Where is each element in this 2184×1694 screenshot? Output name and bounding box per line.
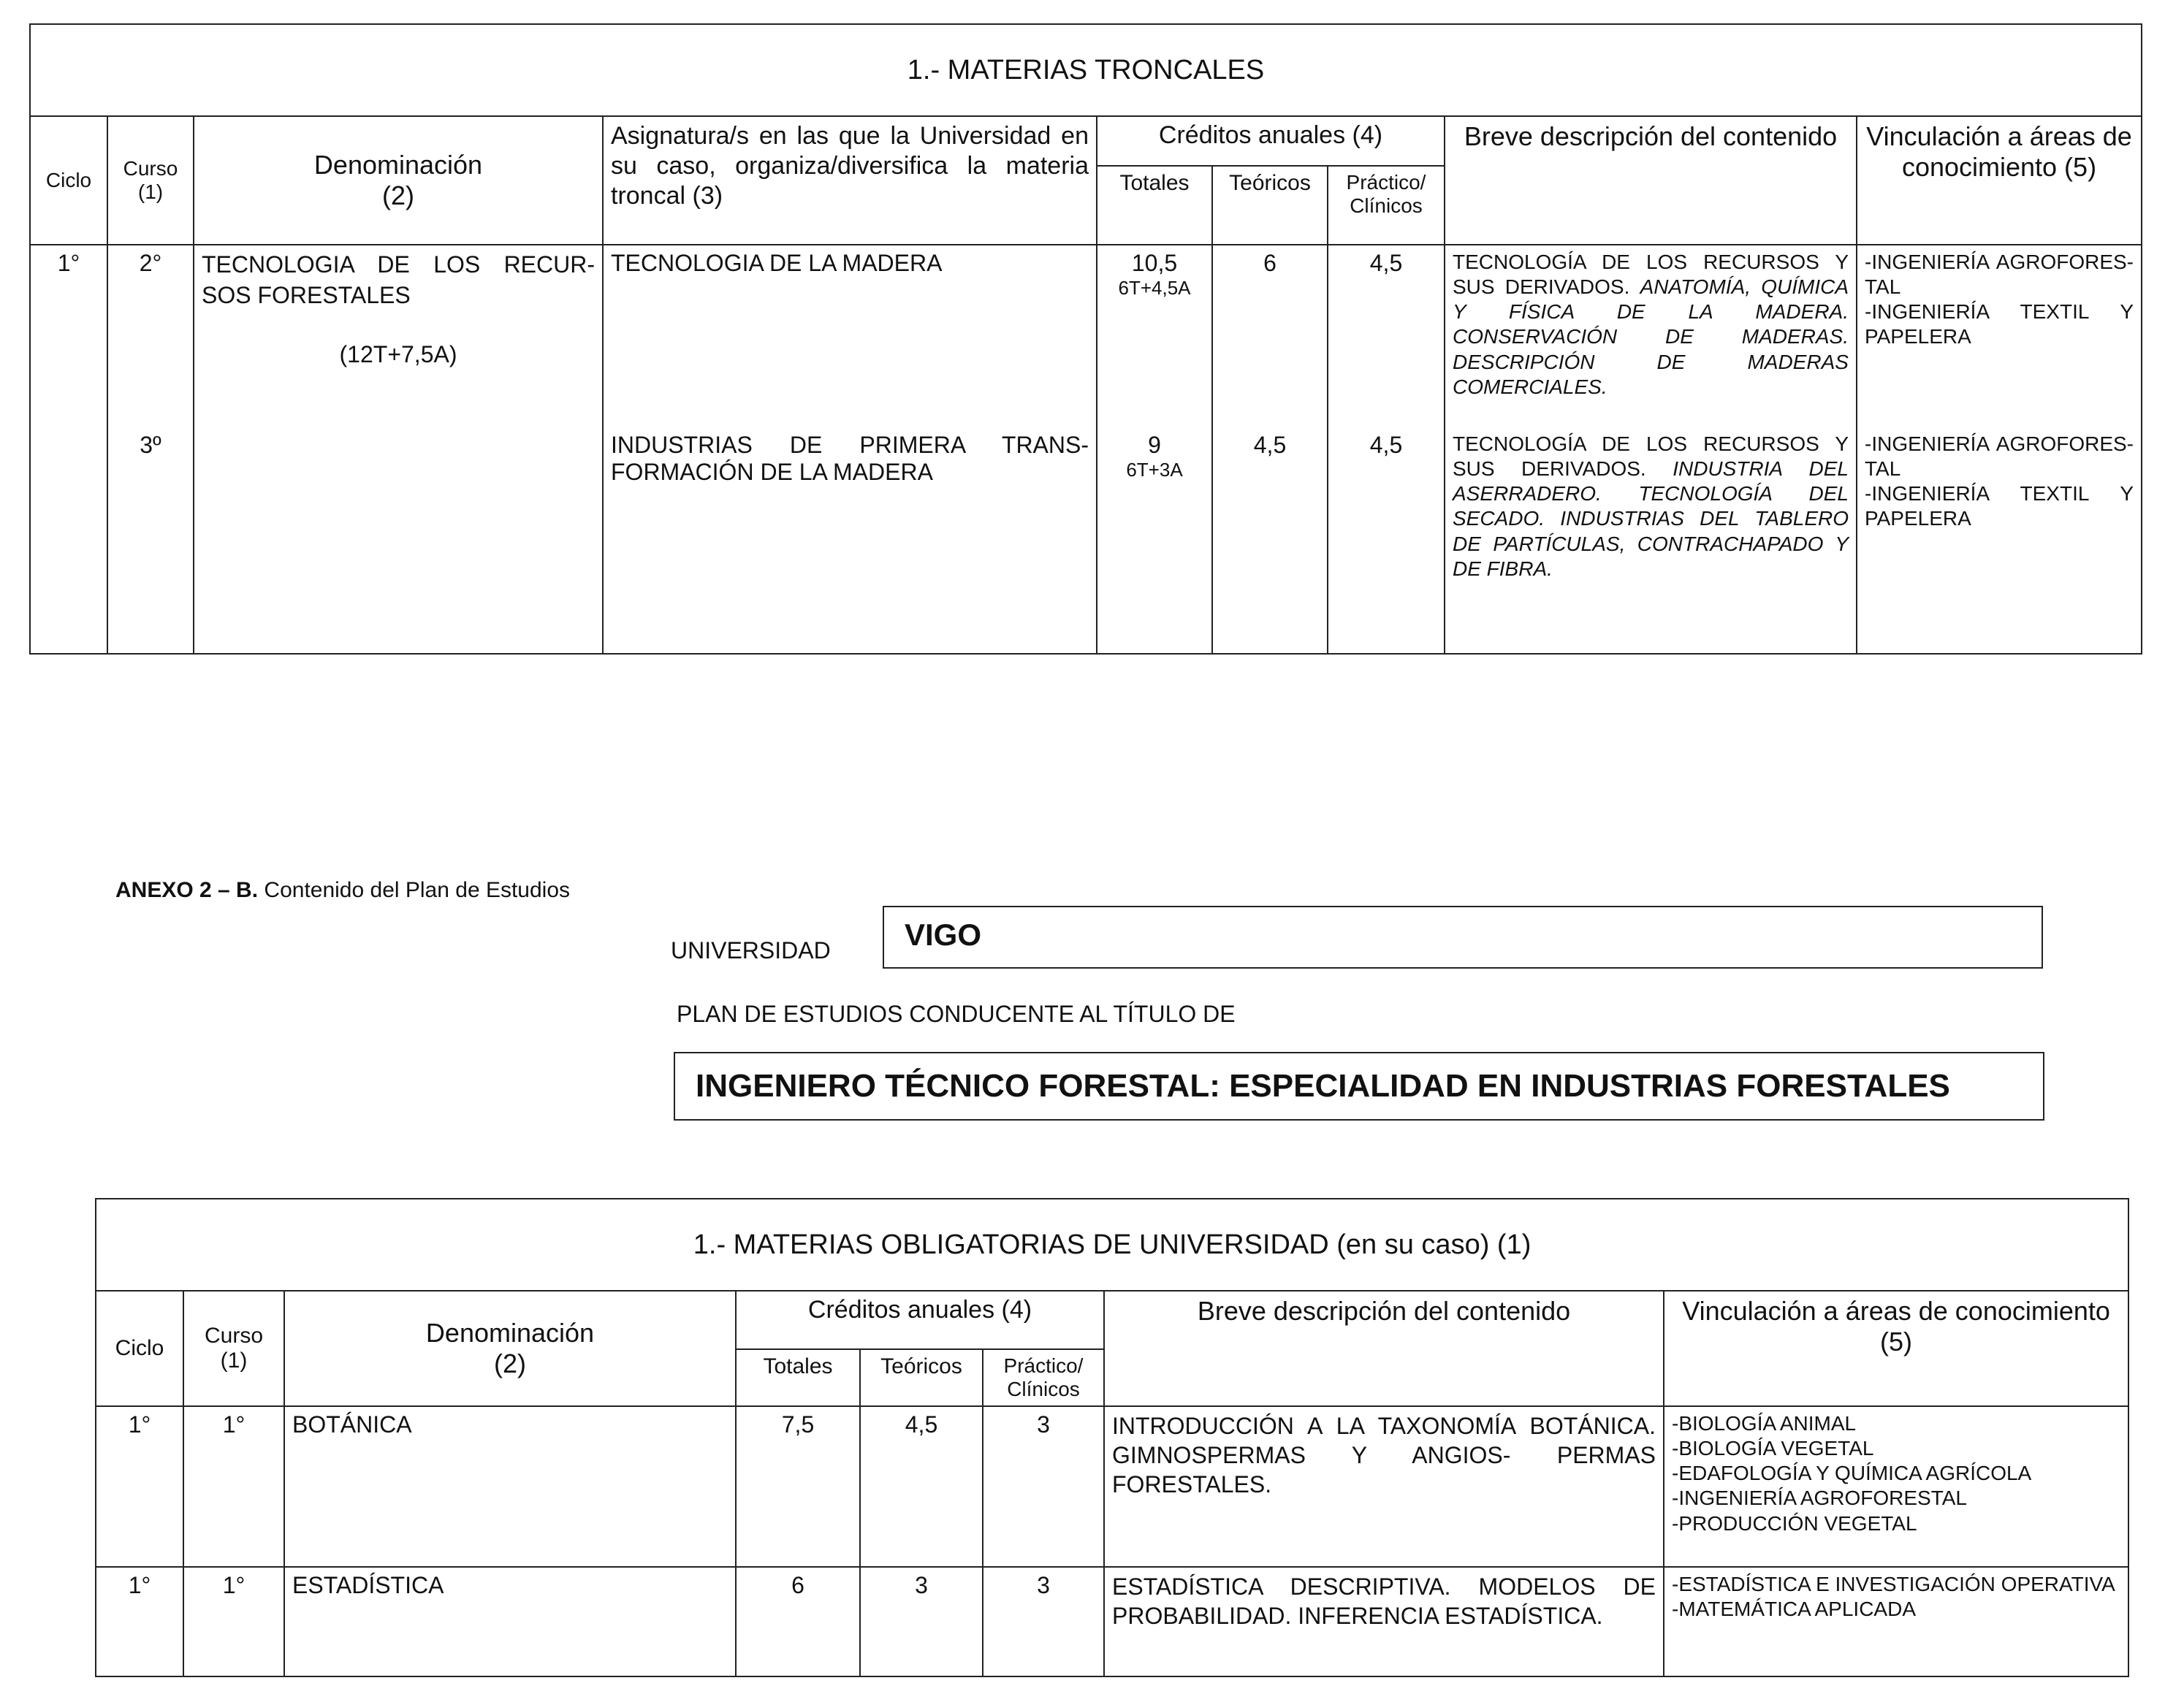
area-item: -INGENIERÍA AGROFORESTAL bbox=[1672, 1487, 1968, 1510]
totales-sub: 6T+4,5A bbox=[1118, 277, 1191, 299]
cell-ciclo: 1° bbox=[96, 1406, 183, 1567]
desc-plain: TECNOLOGÍA DE LOS RECURSOS Y SUS DERIVADOS. bbox=[1453, 432, 1849, 481]
denominacion-sub: (12T+7,5A) bbox=[339, 341, 457, 368]
header-totales: Totales bbox=[736, 1349, 860, 1406]
header-creditos: Créditos anuales (4) bbox=[1097, 116, 1445, 166]
cell-vinculacion bbox=[1857, 245, 2142, 427]
header-descripcion: Breve descripción del contenido bbox=[1445, 116, 1857, 245]
header-denominacion-label: Denominación bbox=[425, 1318, 595, 1348]
cell-practicos: 3 bbox=[983, 1567, 1104, 1676]
cell-totales: 6 bbox=[736, 1567, 860, 1676]
anexo-label: ANEXO 2 – B. bbox=[115, 878, 259, 902]
anexo-heading bbox=[115, 878, 570, 903]
cell-curso: 1° bbox=[183, 1567, 284, 1676]
totales-value: 10,5 bbox=[1131, 250, 1178, 276]
header-ciclo: Ciclo bbox=[30, 116, 107, 245]
header-denominacion-label: Denominación bbox=[313, 150, 483, 180]
header-denominacion-note: (2) bbox=[494, 1348, 526, 1378]
desc-italic: ANATOMÍA, QUÍMICA Y FÍSICA DE LA MADERA. CONSERVACIÓN DE MADERAS. DESCRIPCIÓN DE MADERAS COMERCIALES. bbox=[1453, 275, 1849, 398]
totales-value: 9 bbox=[1148, 432, 1161, 458]
header-creditos: Créditos anuales (4) bbox=[736, 1291, 1104, 1349]
cell-totales: 7,5 bbox=[736, 1406, 860, 1567]
universidad-field: VIGO bbox=[883, 906, 2043, 969]
obligatorias-title: 1.- MATERIAS OBLIGATORIAS DE UNIVERSIDAD (en su caso) (1) bbox=[96, 1199, 2128, 1291]
cell-ciclo: 1° bbox=[96, 1567, 183, 1676]
header-ciclo: Ciclo bbox=[96, 1291, 183, 1406]
area-item: -ESTADÍSTICA E INVESTIGACIÓN OPERATIVA bbox=[1672, 1573, 2115, 1595]
cell-denominacion bbox=[194, 245, 603, 427]
cell-ciclo: 1° bbox=[30, 245, 107, 427]
header-totales: Totales bbox=[1097, 166, 1212, 245]
header-curso bbox=[107, 116, 194, 245]
cell-practicos: 3 bbox=[983, 1406, 1104, 1567]
totales-sub: 6T+3A bbox=[1126, 459, 1183, 481]
obligatorias-table bbox=[95, 1198, 2129, 1677]
header-curso bbox=[183, 1291, 284, 1406]
anexo-text: Contenido del Plan de Estudios bbox=[264, 878, 571, 902]
cell-curso: 2° bbox=[107, 245, 194, 427]
area-item: -MATEMÁTICA APLICADA bbox=[1672, 1598, 1916, 1621]
area-item: -BIOLOGÍA ANIMAL bbox=[1672, 1412, 1857, 1435]
cell-practicos: 4,5 bbox=[1328, 427, 1445, 654]
header-descripcion: Breve descripción del contenido bbox=[1104, 1291, 1664, 1406]
header-denominacion bbox=[284, 1291, 736, 1406]
cell-curso: 3º bbox=[107, 427, 194, 654]
cell-asignatura: TECNOLOGIA DE LA MADERA bbox=[603, 245, 1097, 427]
cell-asignatura: INDUSTRIAS DE PRIMERA TRANS- FORMACIÓN DE LA MADERA bbox=[603, 427, 1097, 654]
header-denominacion-note: (2) bbox=[382, 180, 414, 210]
plan-label: PLAN DE ESTUDIOS CONDUCENTE AL TÍTULO DE bbox=[677, 1001, 1236, 1027]
cell-teoricos: 4,5 bbox=[860, 1406, 983, 1567]
table-row bbox=[30, 427, 2142, 654]
cell-curso: 1° bbox=[183, 1406, 284, 1567]
titulo-field: INGENIERO TÉCNICO FORESTAL: ESPECIALIDAD EN INDUSTRIAS FORESTALES bbox=[674, 1052, 2044, 1121]
cell-vinculacion bbox=[1664, 1567, 2128, 1676]
cell-teoricos: 3 bbox=[860, 1567, 983, 1676]
cell-descripcion bbox=[1445, 245, 1857, 427]
cell-totales bbox=[1097, 245, 1212, 427]
header-curso-label: Curso bbox=[204, 1324, 264, 1348]
area-item: -INGENIERÍA AGROFORES- TAL bbox=[1865, 432, 2134, 481]
header-curso-label: Curso bbox=[123, 157, 178, 180]
cell-descripcion: INTRODUCCIÓN A LA TAXONOMÍA BOTÁNICA. GIMNOSPERMAS Y ANGIOS- PERMAS FORESTALES. bbox=[1104, 1406, 1664, 1567]
universidad-label: UNIVERSIDAD bbox=[671, 937, 831, 964]
cell-vinculacion bbox=[1857, 427, 2142, 654]
cell-ciclo bbox=[30, 427, 107, 654]
header-practicos: Práctico/ Clínicos bbox=[1328, 166, 1445, 245]
cell-totales bbox=[1097, 427, 1212, 654]
table-row bbox=[96, 1567, 2128, 1676]
desc-italic: INDUSTRIA DEL ASERRADERO. TECNOLOGÍA DEL SECADO. INDUSTRIAS DEL TABLERO DE PARTÍCULAS, CONTRACHAPADO Y DE FIBRA. bbox=[1453, 457, 1849, 580]
header-curso-note: (1) bbox=[137, 180, 164, 203]
table-row bbox=[96, 1406, 2128, 1567]
area-item: -PRODUCCIÓN VEGETAL bbox=[1672, 1511, 1917, 1535]
cell-descripcion bbox=[1445, 427, 1857, 654]
area-item: -BIOLOGÍA VEGETAL bbox=[1672, 1437, 1874, 1460]
cell-denominacion: BOTÁNICA bbox=[284, 1406, 736, 1567]
area-item: -INGENIERÍA TEXTIL Y PAPELERA bbox=[1865, 300, 2134, 348]
denominacion-text: TECNOLOGIA DE LOS RECUR- SOS FORESTALES bbox=[202, 251, 595, 308]
cell-practicos: 4,5 bbox=[1328, 245, 1445, 427]
cell-vinculacion bbox=[1664, 1406, 2128, 1567]
area-item: -INGENIERÍA AGROFORES- TAL bbox=[1865, 251, 2134, 299]
cell-denominacion: ESTADÍSTICA bbox=[284, 1567, 736, 1676]
header-vinculacion: Vinculación a áreas de conocimiento (5) bbox=[1857, 116, 2142, 245]
cell-denominacion bbox=[194, 427, 603, 654]
header-asignatura: Asignatura/s en las que la Universidad en su caso, organiza/diversifica la materia troncal (3) bbox=[603, 116, 1097, 245]
troncales-title: 1.- MATERIAS TRONCALES bbox=[30, 24, 2142, 116]
area-item: -INGENIERÍA TEXTIL Y PAPELERA bbox=[1865, 482, 2134, 530]
cell-teoricos: 4,5 bbox=[1212, 427, 1328, 654]
troncales-table bbox=[29, 23, 2142, 655]
header-curso-note: (1) bbox=[220, 1348, 248, 1373]
header-teoricos: Teóricos bbox=[860, 1349, 983, 1406]
cell-descripcion: ESTADÍSTICA DESCRIPTIVA. MODELOS DE PROBABILIDAD. INFERENCIA ESTADÍSTICA. bbox=[1104, 1567, 1664, 1676]
desc-plain: TECNOLOGÍA DE LOS RECURSOS Y SUS DERIVADOS. bbox=[1453, 251, 1849, 299]
header-practicos: Práctico/ Clínicos bbox=[983, 1349, 1104, 1406]
area-item: -EDAFOLOGÍA Y QUÍMICA AGRÍCOLA bbox=[1672, 1462, 2032, 1485]
header-teoricos: Teóricos bbox=[1212, 166, 1328, 245]
cell-teoricos: 6 bbox=[1212, 245, 1328, 427]
header-denominacion bbox=[194, 116, 603, 245]
header-vinculacion: Vinculación a áreas de conocimiento (5) bbox=[1664, 1291, 2128, 1406]
table-row bbox=[30, 245, 2142, 427]
